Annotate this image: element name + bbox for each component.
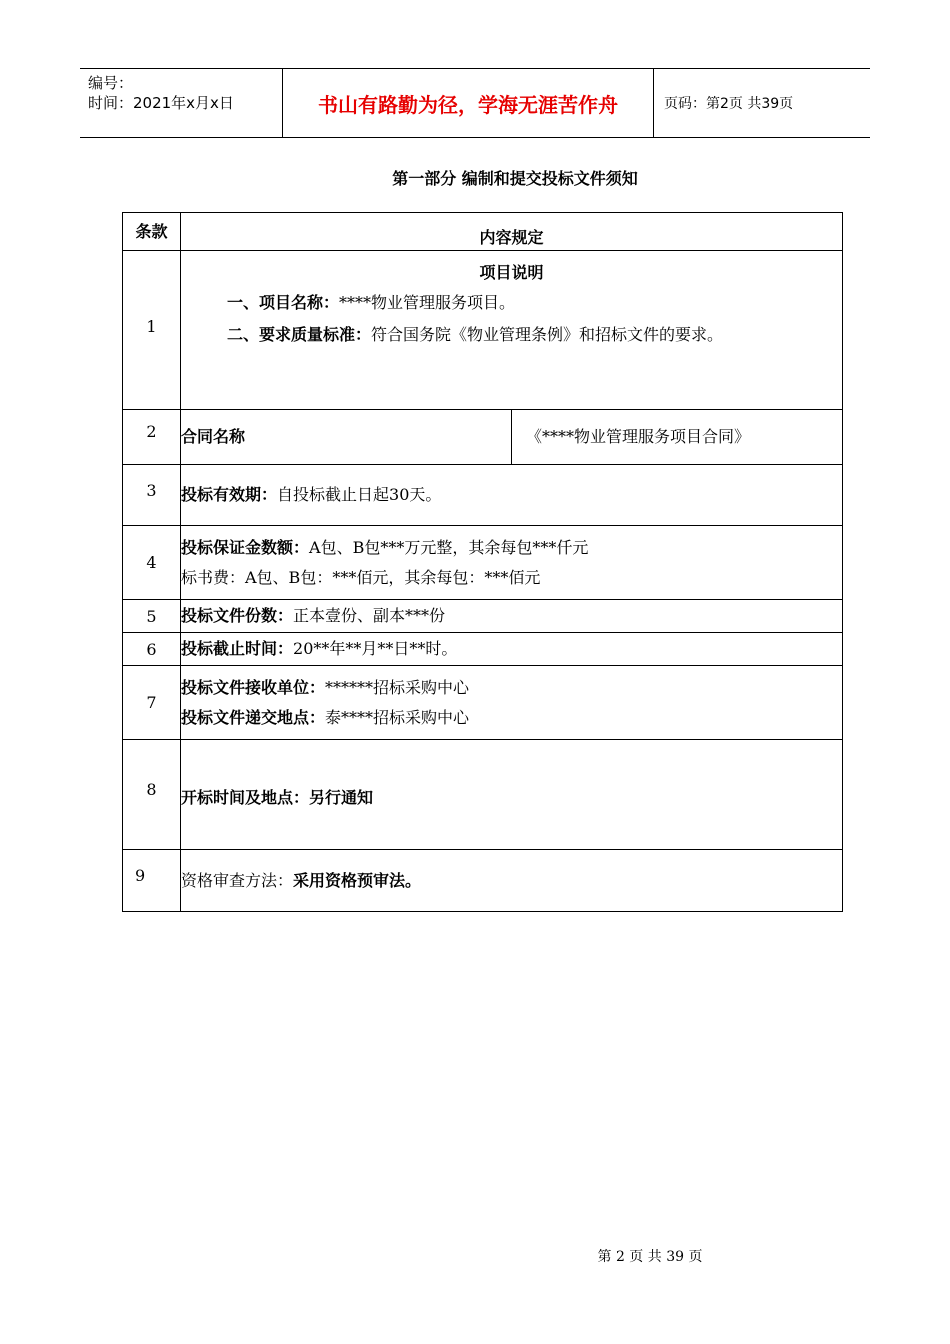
deposit-label: 投标保证金数额： xyxy=(181,537,310,557)
copies-value: 正本壹份、副本***份 xyxy=(293,606,446,625)
header-page-info: 页码：第2页 共39页 xyxy=(664,96,794,112)
project-name-line xyxy=(181,287,842,319)
row-content xyxy=(181,526,843,600)
column-header-clause: 条款 xyxy=(123,213,181,251)
table-row xyxy=(123,633,843,666)
deposit-line xyxy=(181,533,842,563)
quality-standard-line xyxy=(181,319,842,351)
copies-label: 投标文件份数： xyxy=(181,606,294,625)
receiver-line xyxy=(181,673,842,703)
row-content xyxy=(181,600,843,633)
table-row xyxy=(123,600,843,633)
row-number: 6 xyxy=(123,633,181,666)
table-row xyxy=(123,526,843,600)
page-footer: 第 2 页 共 39 页 xyxy=(597,1249,703,1265)
table-header-row xyxy=(123,213,843,251)
quality-standard-value: 符合国务院《物业管理条例》和招标文件的要求。 xyxy=(371,325,724,344)
section-title: 第一部分 编制和提交投标文件须知 xyxy=(392,169,638,188)
table-row xyxy=(123,850,843,912)
delivery-value: 泰****招标采购中心 xyxy=(325,707,470,727)
row-content xyxy=(181,251,843,410)
table-row xyxy=(123,251,843,410)
delivery-line xyxy=(181,703,842,733)
delivery-label: 投标文件递交地点： xyxy=(181,707,326,727)
number-label: 编号： xyxy=(88,74,134,92)
project-name-label: 一、项目名称： xyxy=(227,293,340,312)
deadline-label: 投标截止时间： xyxy=(181,639,294,658)
row-content xyxy=(181,633,843,666)
deadline-value: 20**年**月**日**时。 xyxy=(293,639,458,658)
receiver-label: 投标文件接收单位： xyxy=(181,677,326,697)
contract-name-label: 合同名称 xyxy=(181,410,512,465)
deposit-value: A包、B包***万元整，其余每包***仟元 xyxy=(309,537,589,557)
contract-name-value: 《****物业管理服务项目合同》 xyxy=(512,410,843,465)
row-number: 7 xyxy=(123,666,181,740)
table-row xyxy=(123,666,843,740)
table-row xyxy=(123,410,843,465)
header-meta xyxy=(80,69,282,137)
row-content xyxy=(181,666,843,740)
quality-standard-label: 二、要求质量标准： xyxy=(227,325,372,344)
project-heading: 项目说明 xyxy=(479,263,544,282)
row-number: 4 xyxy=(123,526,181,600)
row-number: 8 xyxy=(123,740,181,850)
validity-value: 自投标截止日起30天。 xyxy=(277,485,442,504)
row-content xyxy=(181,465,843,526)
receiver-value: ******招标采购中心 xyxy=(325,677,470,697)
table-row xyxy=(123,465,843,526)
row-number: 3 xyxy=(123,465,181,526)
opening-info: 开标时间及地点：另行通知 xyxy=(181,740,843,850)
column-header-content: 内容规定 xyxy=(181,213,843,251)
time-label: 时间：2021年x月x日 xyxy=(88,94,234,112)
row-number: 9 xyxy=(123,850,181,912)
qualification-value: 采用资格预审法。 xyxy=(293,870,422,890)
terms-table xyxy=(122,212,843,912)
row-number: 2 xyxy=(123,410,181,465)
table-row xyxy=(123,740,843,850)
document-fee-line: 标书费：A包、B包：***佰元，其余每包：***佰元 xyxy=(181,567,541,587)
validity-label: 投标有效期： xyxy=(181,485,278,504)
page-header xyxy=(80,68,870,138)
qualification-label: 资格审查方法： xyxy=(181,870,294,890)
row-number: 5 xyxy=(123,600,181,633)
row-number: 1 xyxy=(123,251,181,410)
header-motto: 书山有路勤为径，学海无涯苦作舟 xyxy=(282,69,654,137)
project-name-value: ****物业管理服务项目。 xyxy=(339,293,516,312)
row-content xyxy=(181,850,843,912)
